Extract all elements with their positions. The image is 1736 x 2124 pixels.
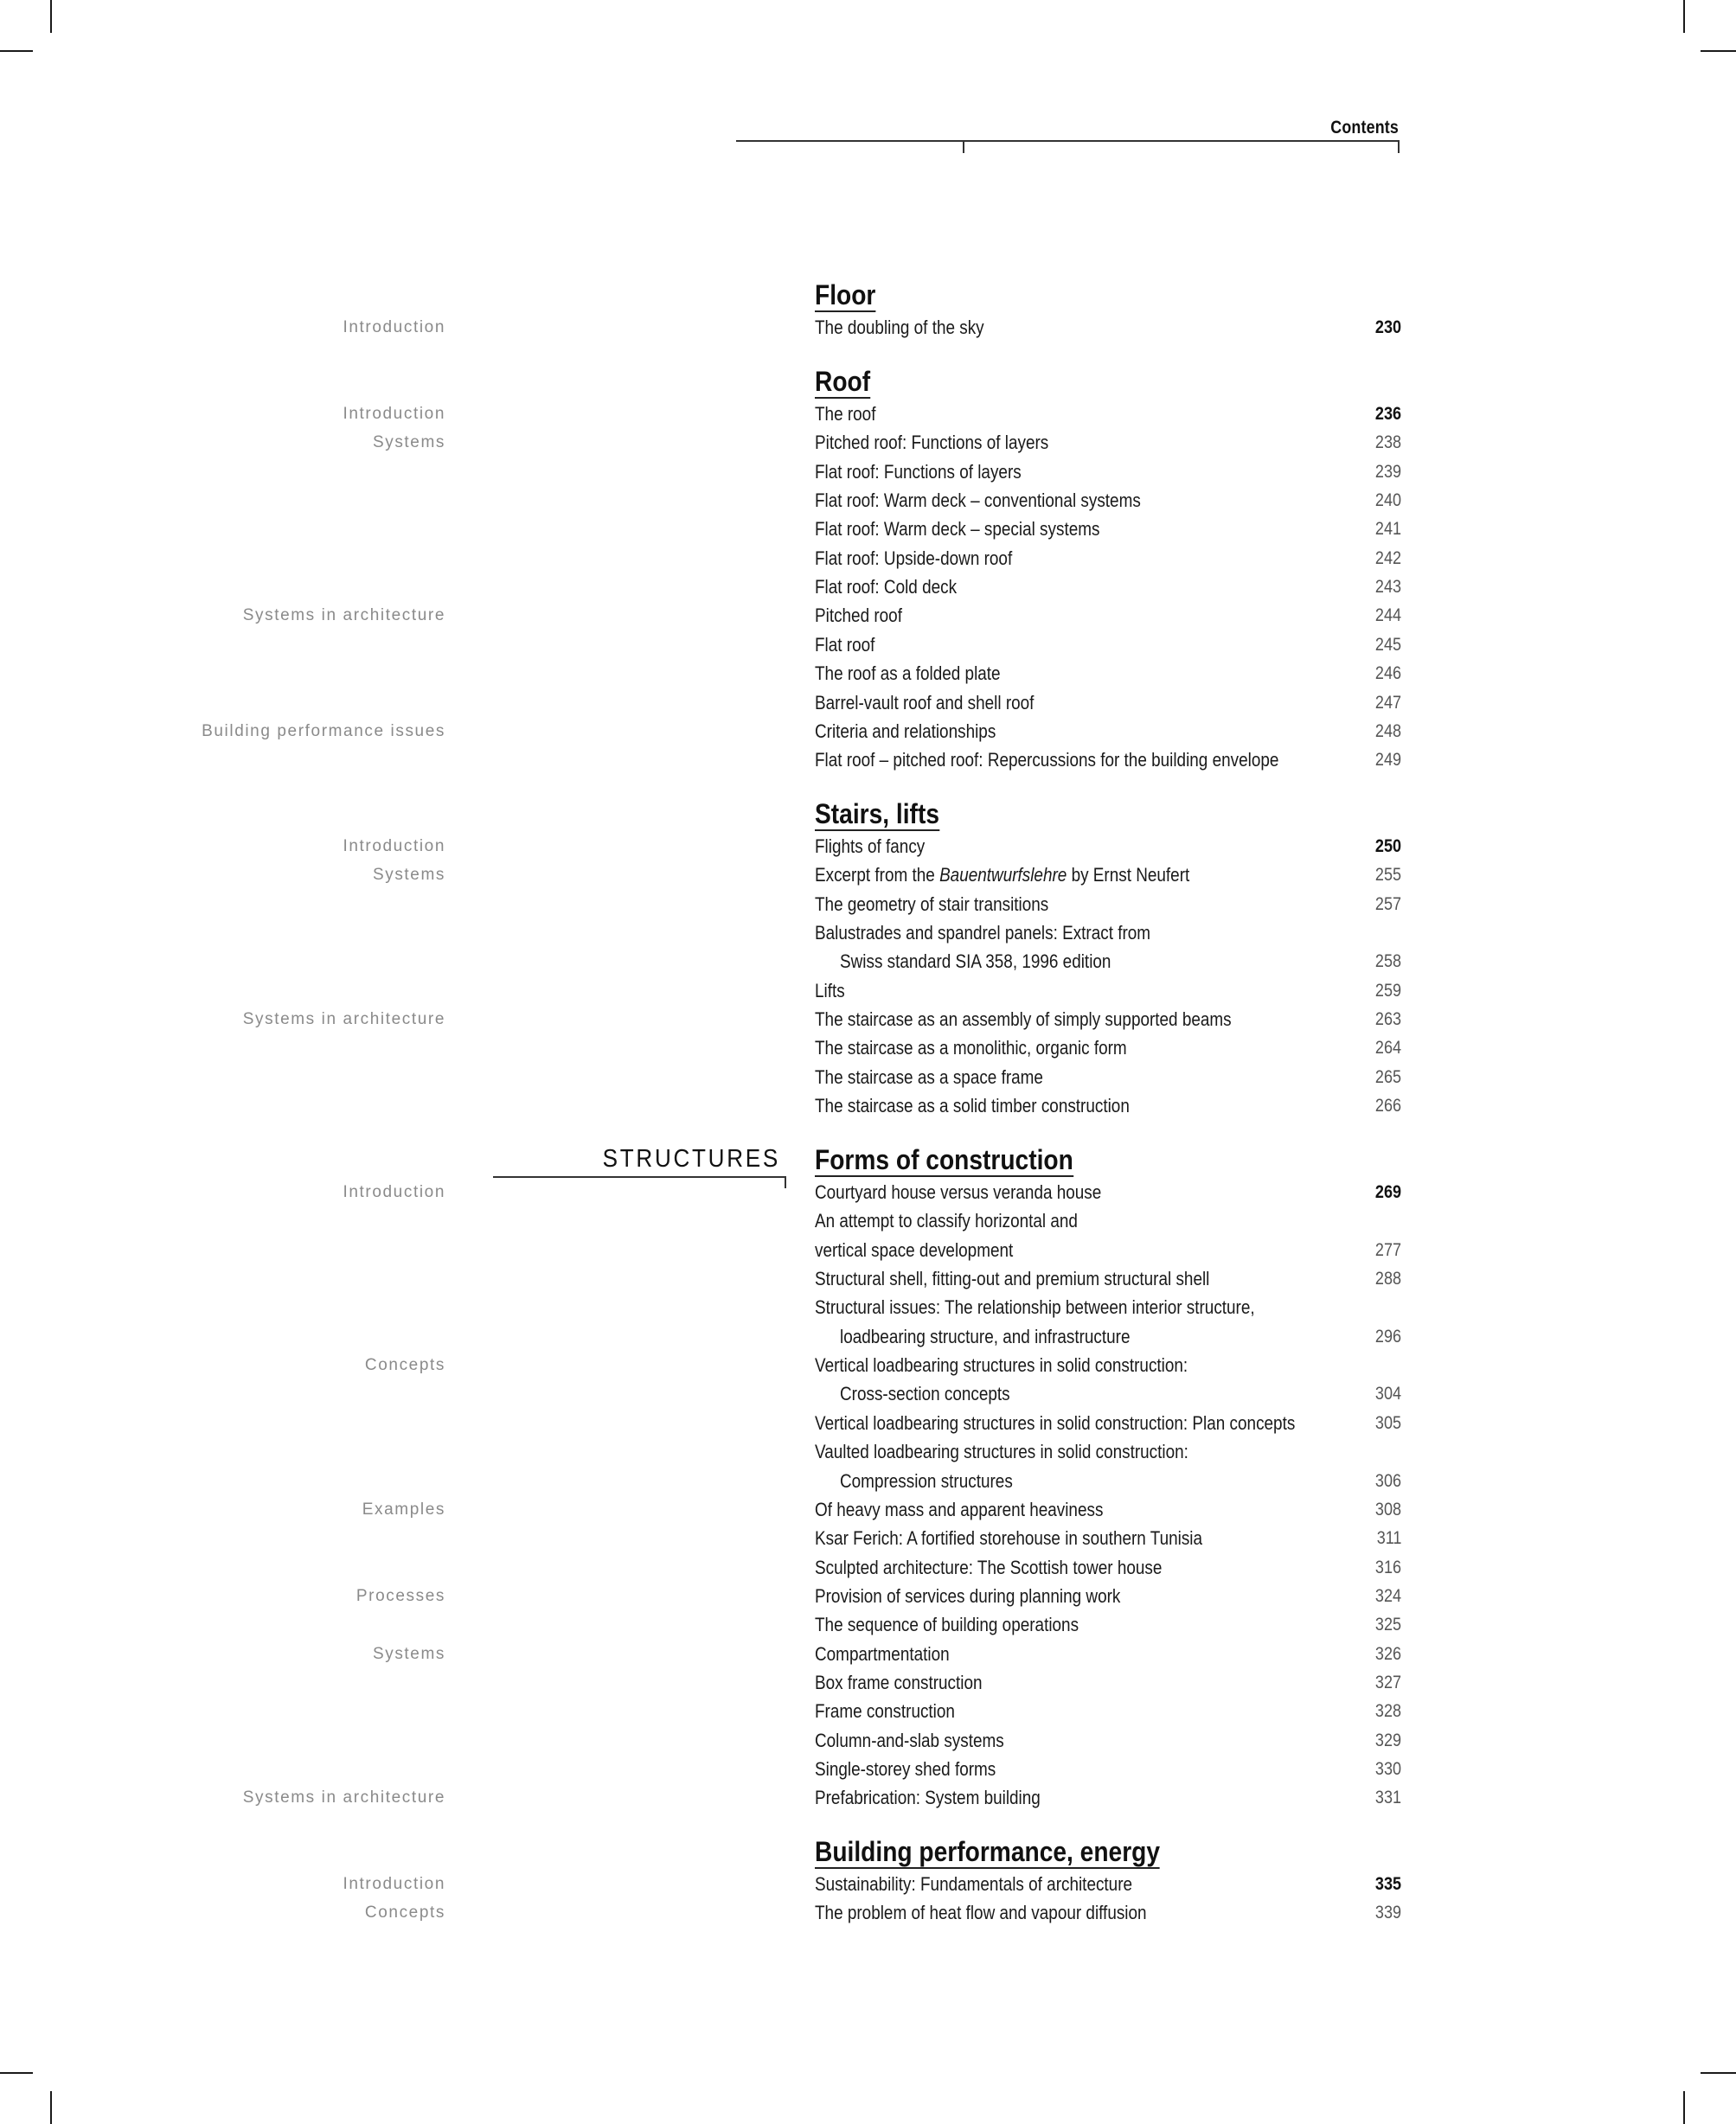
- entry-category: Concepts: [364, 1356, 445, 1375]
- entry-title: Ksar Ferich: A fortified storehouse in southern Tunisia: [815, 1527, 1203, 1550]
- entry-title: Compartmentation: [815, 1642, 950, 1665]
- entry-page-number: 238: [1374, 432, 1401, 453]
- toc-entry[interactable]: [0, 430, 1401, 458]
- entry-title: The roof as a folded plate: [815, 662, 1001, 685]
- entry-page-number: 246: [1374, 663, 1401, 684]
- entry-page-number: 328: [1374, 1701, 1401, 1722]
- part-label: STRUCTURES: [602, 1145, 780, 1173]
- entry-title: [815, 862, 1189, 888]
- entry-category: Building performance issues: [202, 721, 445, 740]
- toc-entry[interactable]: [0, 1785, 1401, 1814]
- entry-category: Systems: [372, 1644, 445, 1663]
- entry-page-number: 266: [1374, 1096, 1401, 1116]
- entry-page-number: 330: [1374, 1759, 1401, 1779]
- entry-category: Introduction: [343, 837, 445, 855]
- entry-page-number: 258: [1374, 951, 1401, 972]
- entry-category: Introduction: [343, 1875, 445, 1893]
- entry-title: An attempt to classify horizontal and: [815, 1210, 1078, 1232]
- entry-page-number: 257: [1374, 893, 1401, 914]
- toc-entry[interactable]: [0, 1093, 1401, 1122]
- entry-page-number: 324: [1374, 1585, 1401, 1606]
- toc-entry[interactable]: [0, 1381, 1401, 1410]
- entry-page-number: 329: [1374, 1730, 1401, 1750]
- entry-title: Compression structures: [840, 1469, 1013, 1492]
- crop-mark-top-left-horizontal: [0, 50, 33, 52]
- toc-entry[interactable]: [0, 719, 1401, 747]
- entry-category: Systems: [372, 433, 445, 452]
- toc-entry[interactable]: [0, 1612, 1401, 1641]
- entry-title: The roof: [815, 403, 876, 425]
- toc-entry[interactable]: [0, 862, 1401, 891]
- toc-entry[interactable]: [0, 1641, 1401, 1670]
- entry-title: The staircase as a monolithic, organic form: [815, 1037, 1127, 1059]
- crop-mark-top-left-vertical: [50, 0, 52, 33]
- entry-title: Lifts: [815, 979, 845, 1001]
- toc-entry[interactable]: [0, 834, 1401, 862]
- section-heading-text: Building performance, energy: [815, 1836, 1161, 1867]
- entry-title: Flights of fancy: [815, 835, 926, 857]
- toc-entry[interactable]: [0, 1065, 1401, 1093]
- toc-entry[interactable]: [0, 1295, 1401, 1323]
- toc-entry[interactable]: [0, 1871, 1401, 1900]
- entry-title: Of heavy mass and apparent heaviness: [815, 1498, 1104, 1520]
- running-head: Contents: [1330, 118, 1399, 138]
- toc-entry[interactable]: [0, 315, 1401, 343]
- entry-category: Concepts: [364, 1903, 445, 1922]
- entry-title: Sustainability: Fundamentals of architecture: [815, 1873, 1133, 1895]
- toc-entry[interactable]: [0, 892, 1401, 920]
- entry-title: Structural issues: The relationship between interior structure,: [815, 1296, 1255, 1319]
- entry-page-number: 339: [1374, 1903, 1401, 1923]
- entry-title: Flat roof: Cold deck: [815, 576, 958, 598]
- entry-title: Cross-section concepts: [840, 1383, 1010, 1405]
- entry-title: Pitched roof: [815, 605, 902, 627]
- entry-title: Frame construction: [815, 1700, 955, 1723]
- section-heading-text: Forms of construction: [815, 1144, 1073, 1175]
- toc-entry[interactable]: [0, 1324, 1401, 1353]
- section-heading-text: Stairs, lifts: [815, 798, 939, 829]
- toc-entry[interactable]: [0, 1497, 1401, 1526]
- toc-entry[interactable]: [0, 1699, 1401, 1727]
- entry-category: Systems: [372, 866, 445, 885]
- entry-page-number: 335: [1374, 1874, 1401, 1894]
- entry-title: Provision of services during planning work: [815, 1584, 1121, 1607]
- entry-page-number: 265: [1374, 1066, 1401, 1087]
- section-heading-text: Roof: [815, 366, 871, 397]
- entry-page-number: 241: [1374, 519, 1401, 540]
- entry-title: Barrel-vault roof and shell roof: [815, 691, 1035, 713]
- entry-page-number: 249: [1374, 750, 1401, 771]
- entry-title: The sequence of building operations: [815, 1614, 1079, 1636]
- entry-page-number: 236: [1374, 404, 1401, 424]
- entry-category: Systems in architecture: [242, 1788, 445, 1807]
- entry-category: Introduction: [343, 405, 445, 423]
- toc-entry[interactable]: [0, 401, 1401, 430]
- entry-title: Flat roof: [815, 633, 875, 656]
- entry-page-number: 305: [1374, 1412, 1401, 1433]
- entry-title: Single-storey shed forms: [815, 1758, 996, 1780]
- toc-entry[interactable]: [0, 1266, 1401, 1295]
- toc-entry[interactable]: [0, 1526, 1401, 1554]
- entry-category: Introduction: [343, 1183, 445, 1201]
- entry-title: Vaulted loadbearing structures in solid construction:: [815, 1441, 1188, 1463]
- entry-page-number: 264: [1374, 1038, 1401, 1059]
- entry-title: Flat roof: Upside-down roof: [815, 547, 1013, 569]
- entry-page-number: 248: [1374, 720, 1401, 741]
- crop-mark-bottom-left-horizontal: [0, 2072, 33, 2074]
- entry-title: Criteria and relationships: [815, 720, 996, 742]
- toc-entry[interactable]: [0, 1555, 1401, 1583]
- entry-page-number: 263: [1374, 1009, 1401, 1030]
- entry-page-number: 306: [1374, 1470, 1401, 1491]
- entry-title: Flat roof: Functions of layers: [815, 460, 1022, 483]
- toc-entry[interactable]: [0, 1439, 1401, 1468]
- entry-page-number: 250: [1374, 836, 1401, 856]
- entry-page-number: 277: [1374, 1239, 1401, 1260]
- entry-title: Box frame construction: [815, 1671, 983, 1693]
- toc-entry[interactable]: [0, 978, 1401, 1007]
- toc-entry[interactable]: [0, 516, 1401, 545]
- entry-title: Flat roof: Warm deck – conventional systems: [815, 489, 1141, 512]
- entry-page-number: 245: [1374, 634, 1401, 655]
- header-rule: [736, 140, 1400, 142]
- entry-title: The problem of heat flow and vapour diffusion: [815, 1902, 1147, 1924]
- section-heading: [815, 799, 939, 833]
- entry-page-number: 331: [1374, 1788, 1401, 1808]
- entry-title: Sculpted architecture: The Scottish tower house: [815, 1556, 1163, 1578]
- toc-entry[interactable]: [0, 574, 1401, 603]
- toc-entry[interactable]: [0, 949, 1401, 977]
- toc-entry[interactable]: [0, 661, 1401, 689]
- entry-title: The staircase as a solid timber construction: [815, 1095, 1130, 1117]
- entry-title: vertical space development: [815, 1238, 1014, 1261]
- entry-page-number: 316: [1374, 1557, 1401, 1577]
- entry-title: loadbearing structure, and infrastructure: [840, 1325, 1131, 1347]
- toc-entry[interactable]: [0, 1035, 1401, 1064]
- entry-page-number: 296: [1374, 1326, 1401, 1347]
- toc-entry[interactable]: [0, 1180, 1401, 1208]
- entry-title: Vertical loadbearing structures in solid construction:: [815, 1354, 1188, 1377]
- entry-category: Introduction: [343, 318, 445, 336]
- entry-page-number: 240: [1374, 490, 1401, 511]
- toc-entry[interactable]: [0, 1353, 1401, 1381]
- entry-title-italic: Bauentwurfslehre: [939, 864, 1067, 886]
- crop-mark-top-right-vertical: [1683, 0, 1685, 33]
- crop-mark-bottom-right-vertical: [1683, 2091, 1685, 2124]
- entry-page-number: 243: [1374, 577, 1401, 598]
- section-heading: [815, 1145, 1073, 1179]
- toc-entry[interactable]: [0, 1238, 1401, 1266]
- toc-entry[interactable]: [0, 603, 1401, 631]
- toc-entry[interactable]: [0, 1728, 1401, 1756]
- entry-title: Vertical loadbearing structures in solid construction: Plan concepts: [815, 1411, 1296, 1434]
- entry-title: Flat roof: Warm deck – special systems: [815, 518, 1100, 541]
- entry-page-number: 259: [1374, 980, 1401, 1001]
- entry-title: Flat roof – pitched roof: Repercussions for the building envelope: [815, 749, 1279, 771]
- entry-page-number: 239: [1374, 461, 1401, 482]
- part-label-rule: [493, 1176, 785, 1178]
- toc-entry[interactable]: [0, 1007, 1401, 1035]
- entry-page-number: 304: [1374, 1384, 1401, 1404]
- crop-mark-bottom-left-vertical: [50, 2091, 52, 2124]
- header-rule-tick-right: [1398, 140, 1400, 153]
- entry-page-number: 327: [1374, 1672, 1401, 1692]
- entry-page-number: 326: [1374, 1643, 1401, 1664]
- entry-title: The staircase as an assembly of simply supported beams: [815, 1008, 1232, 1031]
- toc-entry[interactable]: [0, 1468, 1401, 1497]
- toc-entry[interactable]: [0, 1900, 1401, 1929]
- crop-mark-top-right-horizontal: [1701, 50, 1736, 52]
- entry-page-number: 244: [1374, 605, 1401, 626]
- entry-category: Systems in architecture: [242, 1010, 445, 1029]
- toc-entry[interactable]: [0, 920, 1401, 949]
- entry-page-number: 247: [1374, 692, 1401, 713]
- entry-page-number: 308: [1374, 1499, 1401, 1519]
- entry-page-number: 242: [1374, 547, 1401, 568]
- entry-title: Prefabrication: System building: [815, 1787, 1041, 1809]
- toc-entry[interactable]: [0, 632, 1401, 661]
- entry-page-number: 288: [1374, 1269, 1401, 1289]
- entry-category: Systems in architecture: [242, 606, 445, 625]
- entry-title-part: by Ernst Neufert: [1067, 864, 1190, 886]
- toc-entry[interactable]: [0, 1583, 1401, 1612]
- crop-mark-bottom-right-horizontal: [1701, 2072, 1736, 2074]
- entry-title: Courtyard house versus veranda house: [815, 1181, 1102, 1203]
- header-rule-tick-middle: [963, 140, 964, 153]
- section-heading: [815, 1837, 1160, 1871]
- toc-entry[interactable]: [0, 459, 1401, 488]
- entry-page-number: 325: [1374, 1615, 1401, 1635]
- toc-entry[interactable]: [0, 1756, 1401, 1785]
- entry-page-number: 311: [1376, 1528, 1401, 1549]
- entry-category: Processes: [356, 1586, 445, 1605]
- toc-entry[interactable]: [0, 546, 1401, 574]
- entry-page-number: 230: [1374, 317, 1401, 337]
- entry-title-part: Excerpt from the: [815, 864, 940, 886]
- toc-entry[interactable]: [0, 488, 1401, 516]
- toc-entry[interactable]: [0, 1411, 1401, 1439]
- entry-title: Pitched roof: Functions of layers: [815, 432, 1049, 454]
- entry-title: Balustrades and spandrel panels: Extract from: [815, 922, 1151, 944]
- toc-entry[interactable]: [0, 690, 1401, 719]
- entry-title: Swiss standard SIA 358, 1996 edition: [840, 950, 1111, 973]
- toc-entry[interactable]: [0, 747, 1401, 776]
- entry-page-number: 269: [1374, 1182, 1401, 1202]
- toc-entry[interactable]: [0, 1208, 1401, 1237]
- entry-title: The staircase as a space frame: [815, 1065, 1043, 1088]
- entry-category: Examples: [362, 1500, 445, 1519]
- entry-title: Column-and-slab systems: [815, 1729, 1004, 1751]
- entry-title: The geometry of stair transitions: [815, 892, 1049, 915]
- entry-title: The doubling of the sky: [815, 317, 984, 338]
- entry-page-number: 255: [1374, 865, 1401, 886]
- section-heading-text: Floor: [815, 279, 876, 310]
- toc-entry[interactable]: [0, 1670, 1401, 1699]
- section-heading: [815, 280, 875, 314]
- section-heading: [815, 367, 870, 400]
- entry-title: Structural shell, fitting-out and premium structural shell: [815, 1268, 1210, 1290]
